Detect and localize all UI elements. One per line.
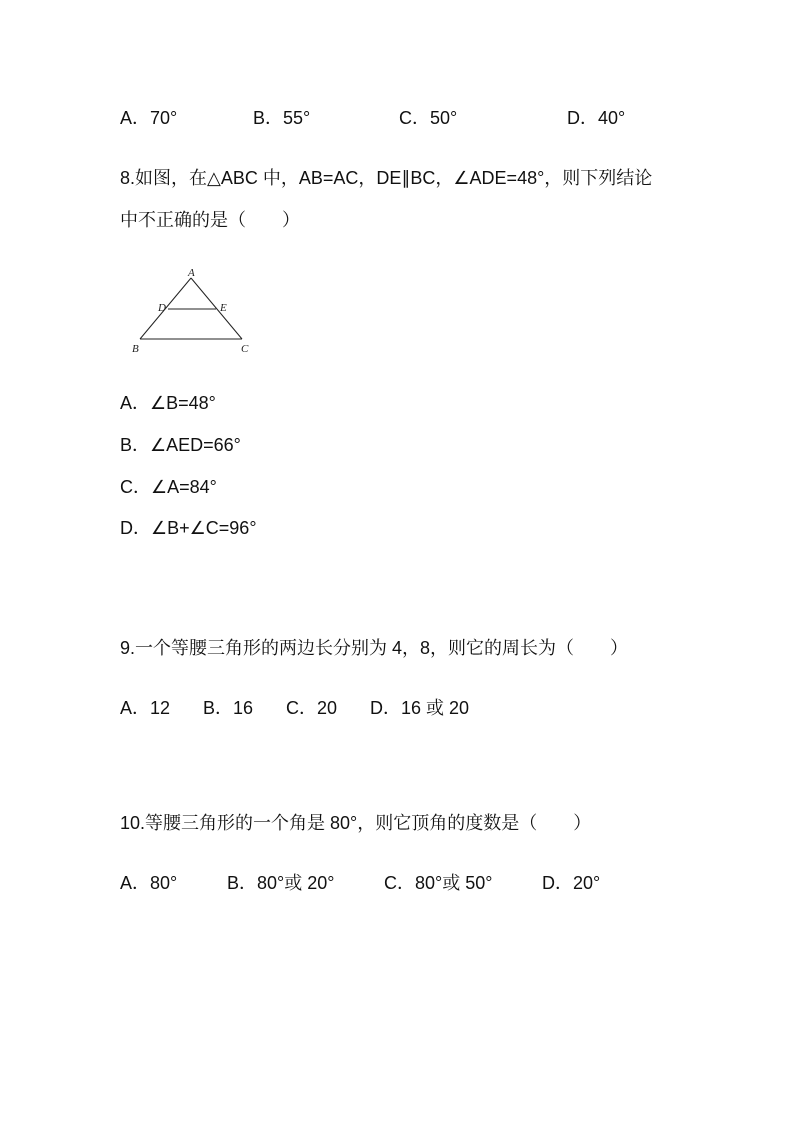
triangle-figure [128, 262, 258, 358]
label-b: B [132, 343, 139, 355]
label-a: A [188, 267, 195, 279]
q7-option-d: D．40° [567, 108, 626, 128]
q8-option-a: A．∠B=48° [120, 393, 216, 413]
q9-option-d: D．16 或 20 [370, 698, 470, 718]
q8-stem-line-2: 中不正确的是（ ） [120, 210, 300, 230]
label-d: D [158, 302, 166, 314]
q10-option-c: C．80°或 50° [384, 873, 493, 893]
q8-stem-line-1: 8.如图，在△ABC 中，AB=AC，DE∥BC，∠ADE=48°，则下列结论 [120, 168, 653, 188]
q7-option-a: A．70° [120, 108, 178, 128]
q10-option-b: B．80°或 20° [227, 873, 335, 893]
q9-option-b: B．16 [203, 698, 254, 718]
q10-stem: 10.等腰三角形的一个角是 80°，则它顶角的度数是（ ） [120, 813, 592, 833]
q9-stem: 9.一个等腰三角形的两边长分别为 4，8，则它的周长为（ ） [120, 638, 629, 658]
q10-option-a: A．80° [120, 873, 178, 893]
q8-option-b: B．∠AED=66° [120, 435, 241, 455]
q8-option-c: C．∠A=84° [120, 477, 217, 497]
q9-option-a: A．12 [120, 698, 171, 718]
label-c: C [241, 343, 249, 355]
label-e: E [220, 302, 227, 314]
triangle-diagram [128, 262, 258, 358]
q8-option-d: D．∠B+∠C=96° [120, 518, 257, 538]
q10-option-d: D．20° [542, 873, 601, 893]
q9-option-c: C．20 [286, 698, 338, 718]
q7-option-c: C．50° [399, 108, 458, 128]
q7-option-b: B．55° [253, 108, 311, 128]
